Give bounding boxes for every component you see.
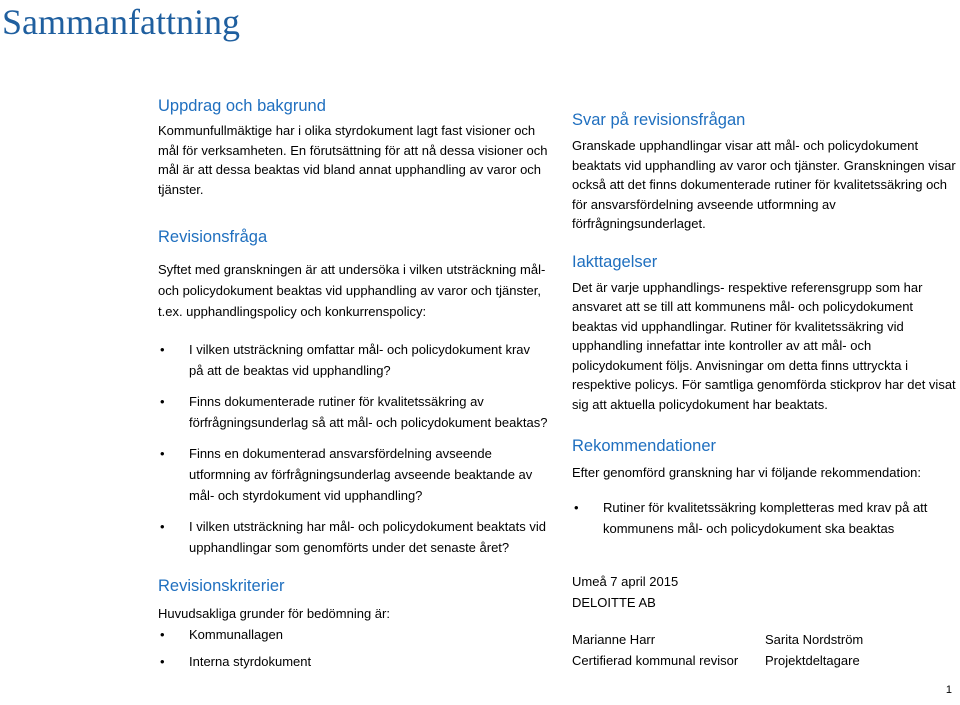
revisionsfraga-heading: Revisionsfråga <box>158 228 268 246</box>
question-item <box>158 516 548 558</box>
iakttagelser-heading: Iakttagelser <box>572 252 658 271</box>
recommendation-item <box>572 497 956 539</box>
rekommendationer-list <box>572 497 956 539</box>
iakttagelser-text: Det är varje upphandlings- respektive referensgrupp som har ansvaret att se till att kommunens mål- och policydokument beaktas vid upphandlingar. Rutiner för kvalitetssäkring vid upphandling innefattar inte kontroller av att mål- och policydokument följs. Anvisningar om detta finns uttryckta i respektive policys. För samtliga genomförda stickprov har det visat sig att aktuella policydokument har beaktats. <box>572 279 956 412</box>
question-text: I vilken utsträckning har mål- och policydokument beaktats vid upphandlingar som genomförts under det senaste året? <box>189 519 546 555</box>
criteria-item <box>158 624 548 645</box>
criteria-text: Interna styrdokument <box>189 654 312 669</box>
bullet-icon: • <box>160 446 165 461</box>
svar-text: Granskade upphandlingar visar att mål- och policydokument beaktats vid upphandling av varor och tjänster. Granskningen visar också att det finns dokumenterade rutiner för kvalitetssäkring och för ansvarsfördelning avseende utformning av förfrågningsunderlaget. <box>572 138 956 231</box>
signatory-1-role: Certifierad kommunal revisor <box>572 653 739 668</box>
question-item <box>158 443 548 506</box>
bullet-icon: • <box>160 627 165 642</box>
signatory-2-name: Sarita Nordström <box>765 632 864 647</box>
question-item <box>158 391 548 433</box>
bullet-icon: • <box>160 654 165 669</box>
revisionskriterier-heading: Revisionskriterier <box>158 577 285 595</box>
uppdrag-heading: Uppdrag och bakgrund <box>158 97 326 115</box>
signature-names-row <box>572 629 956 650</box>
revisionskriterier-intro: Huvudsakliga grunder för bedömning är: <box>158 606 390 621</box>
revisionsfraga-question-list <box>158 339 548 558</box>
bullet-icon: • <box>160 394 165 409</box>
rekommendationer-heading: Rekommendationer <box>572 437 716 455</box>
criteria-text: Kommunallagen <box>189 627 283 642</box>
uppdrag-text: Kommunfullmäktige har i olika styrdokument lagt fast visioner och mål för verksamheten. En förutsättning för att nå dessa visioner och mål är att dessa beaktas vid bland annat upphandling av varor och tjänster. <box>158 123 548 197</box>
signatory-1-name: Marianne Harr <box>572 632 656 647</box>
question-item <box>158 339 548 381</box>
bullet-icon: • <box>160 342 165 357</box>
criteria-item <box>158 651 548 672</box>
revisionsfraga-text: Syftet med granskningen är att undersöka i vilken utsträckning mål- och policydokument beaktas vid upphandling av varor och tjänster, t.ex. upphandlingspolicy och konkurrenspolicy: <box>158 262 546 319</box>
rekommendationer-intro: Efter genomförd granskning har vi följande rekommendation: <box>572 465 922 480</box>
place-date: Umeå 7 april 2015 <box>572 574 679 589</box>
recommendation-text: Rutiner för kvalitetssäkring kompletteras med krav på att kommunens mål- och policydokument ska beaktas <box>603 500 928 536</box>
question-text: I vilken utsträckning omfattar mål- och policydokument krav på att de beaktas vid upphandling? <box>189 342 531 378</box>
company-name: DELOITTE AB <box>572 595 656 610</box>
left-column <box>158 96 548 672</box>
question-text: Finns en dokumenterad ansvarsfördelning avseende utformning av förfrågningsunderlag avseende beaktande av mål- och styrdokument vid upphandling? <box>189 446 533 503</box>
right-column <box>572 110 956 671</box>
page-number: 1 <box>945 684 952 696</box>
bullet-icon: • <box>574 500 579 515</box>
bullet-icon: • <box>160 519 165 534</box>
svar-heading: Svar på revisionsfrågan <box>572 111 746 129</box>
revisionskriterier-list <box>158 624 548 672</box>
signature-block <box>572 571 956 671</box>
signature-roles-row <box>572 650 956 671</box>
page-title: Sammanfattning <box>2 2 240 42</box>
signatory-2-role: Projektdeltagare <box>765 653 860 668</box>
question-text: Finns dokumenterade rutiner för kvalitetssäkring av förfrågningsunderlag så att mål- och policydokument beaktas? <box>189 394 548 430</box>
